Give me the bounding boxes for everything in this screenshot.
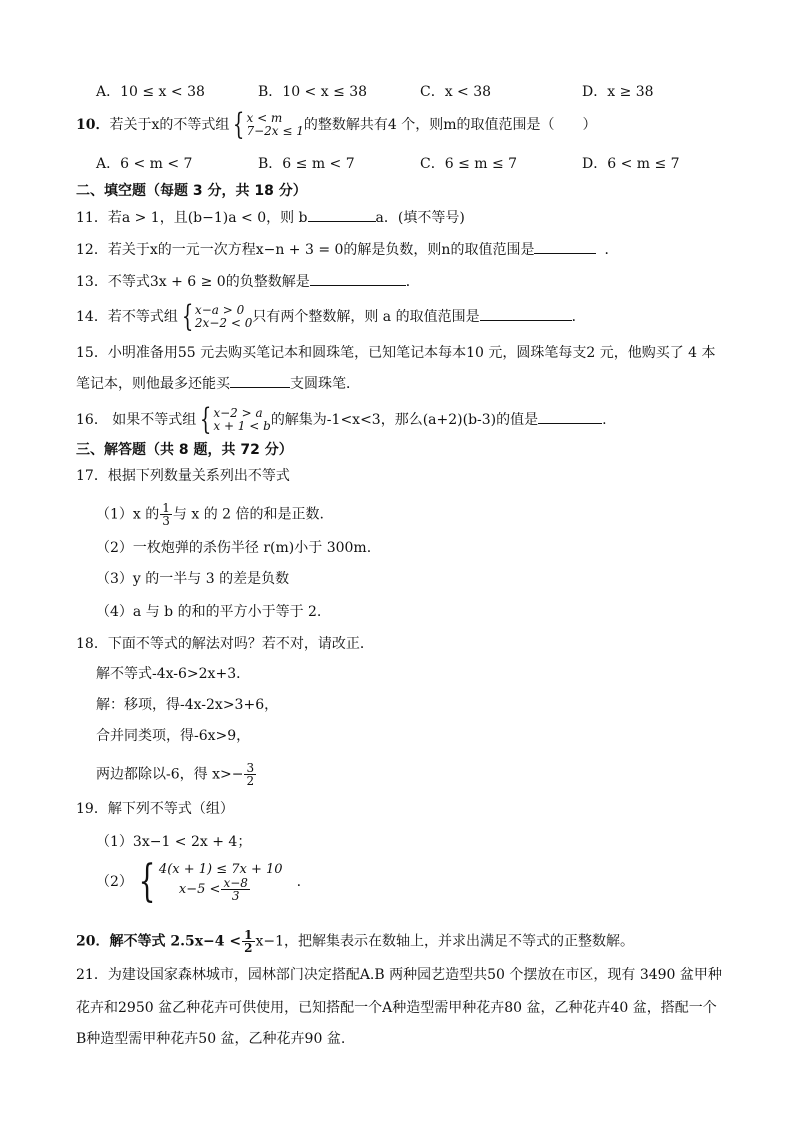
q9-option-b: B．10 < x ≤ 38 [258, 84, 368, 100]
q16-brace: { [200, 402, 212, 437]
q10-stem-post: 的整数解共有4 个，则m的取值范围是（ ） [303, 117, 597, 133]
q16-system [213, 407, 270, 433]
q20-stem-pre: 20．解不等式 2.5x−4 < [76, 933, 242, 950]
q19-p2-system-line1: 4(x + 1) ≤ 7x + 10 [158, 862, 283, 877]
q12-stem-pre: 12．若关于x的一元一次方程x−n + 3 = 0的解是负数，则n的取值范围是 [76, 242, 535, 258]
q19-part-1: （1）3x−1 < 2x + 4； [96, 834, 252, 850]
q19-p2-fraction [221, 877, 249, 902]
section-2-heading: 二、填空题（每题 3 分，共 18 分） [76, 183, 307, 199]
q10-stem-pre: 若关于x的不等式组 [109, 117, 230, 133]
q10-number: 10． [76, 117, 110, 133]
q18-l4-fraction-numerator: 3 [246, 761, 255, 775]
q14-stem-post: ． [571, 309, 586, 325]
q14-system-line1: x−a > 0 [194, 303, 245, 317]
section-3-heading: 三、解答题（共 8 题，共 72 分） [76, 442, 293, 458]
q15-stem-post: 支圆珠笔． [290, 376, 360, 392]
q13-stem-post: ． [405, 274, 420, 290]
q12-stem-post: ． [604, 242, 619, 258]
q11-blank[interactable] [308, 207, 376, 222]
q16-blank[interactable] [538, 409, 602, 424]
q16-system-line2: x + 1 < b [213, 419, 271, 433]
q10-option-a: A．6 < m < 7 [96, 156, 193, 172]
question-15-line1: 15．小明准备用55 元去购买笔记本和圆珠笔，已知笔记本每本10 元，圆珠笔每支2 元，他购买了 4 本 [76, 345, 716, 361]
question-13 [76, 271, 420, 291]
q10-option-d: D．6 < m ≤ 7 [582, 156, 680, 172]
q19-p2-system [159, 862, 283, 902]
q16-system-line1: x−2 > a [213, 406, 263, 420]
q21-line-1: 21．为建设国家森林城市，园林部门决定搭配A.B 两种园艺造型共50 个摆放在市区，现有 3490 盆甲种 [76, 967, 722, 983]
q17-p1-fraction [160, 502, 172, 527]
q19-p2-label: （2） [96, 874, 133, 890]
q9-option-d: D．x ≥ 38 [582, 84, 654, 100]
question-12 [76, 239, 618, 259]
q16-stem-post: . [602, 412, 607, 428]
q18-line-4 [96, 762, 257, 787]
q17-part-3: （3）y 的一半与 3 的差是负数 [96, 571, 290, 587]
question-11 [76, 207, 465, 227]
q16-stem-pre: 16． 如果不等式组 [76, 412, 197, 428]
q10-brace: { [233, 107, 245, 142]
q17-p1-fraction-numerator: 1 [162, 501, 170, 515]
q12-blank[interactable] [534, 239, 596, 254]
q16-stem-mid: 的解集为-1<x<3，那么(a+2)(b-3)的值是 [270, 412, 539, 428]
q19-p2-brace: { [138, 856, 156, 907]
q19-p2-fraction-denominator: 3 [231, 889, 240, 903]
q19-p2-line2-pre: x−5 < [178, 882, 221, 897]
q15-blank[interactable] [230, 373, 290, 388]
q14-blank[interactable] [480, 306, 572, 321]
q14-brace: { [181, 299, 194, 334]
question-14 [76, 299, 586, 334]
q18-l4-fraction-denominator: 2 [246, 774, 255, 788]
q21-line-2: 花卉和2950 盆乙种花卉可供使用，已知搭配一个A种造型需甲种花卉80 盆，乙种花卉40 盆，搭配一个 [76, 1000, 717, 1016]
q18-l4-fraction [244, 762, 256, 787]
q10-system [246, 112, 303, 138]
q18-line-3: 合并同类项，得-6x>9， [96, 728, 251, 744]
q18-line-1: 解不等式-4x-6>2x+3． [96, 666, 251, 682]
q21-line-3: B种造型需甲种花卉50 盆，乙种花卉90 盆. [76, 1031, 346, 1047]
q17-p1-post: 与 x 的 2 倍的和是正数. [172, 506, 324, 523]
q14-system [195, 304, 252, 330]
q19-title: 19．解下列不等式（组） [76, 801, 234, 817]
q19-part-2 [96, 856, 302, 907]
question-20 [76, 929, 634, 954]
q20-fraction [242, 929, 254, 954]
q20-fraction-denominator: 2 [244, 941, 253, 955]
q17-part-1 [96, 502, 324, 527]
q11-stem-pre: 11．若a > 1，且(b−1)a < 0，则 b [76, 210, 308, 226]
q17-title: 17．根据下列数量关系列出不等式 [76, 468, 290, 484]
q18-title: 18．下面不等式的解法对吗？若不对，请改正． [76, 636, 374, 652]
q18-l4-pre: 两边都除以-6，得 x>− [96, 766, 244, 783]
q13-stem-pre: 13．不等式3x + 6 ≥ 0的负整数解是 [76, 274, 310, 290]
q14-system-line2: 2x−2 < 0 [194, 316, 253, 330]
q10-option-b: B．6 ≤ m < 7 [258, 156, 355, 172]
question-16 [76, 402, 607, 437]
q20-stem-post: x−1，把解集表示在数轴上，并求出满足不等式的正整数解。 [255, 933, 635, 950]
q19-p2-system-line2 [159, 877, 283, 902]
q11-stem-post: a．(填不等号) [375, 210, 465, 226]
q15-stem-pre: 笔记本，则他最多还能买 [76, 376, 230, 392]
q19-p2-fraction-numerator: x−8 [223, 876, 248, 890]
q18-line-2: 解：移项，得-4x-2x>3+6， [96, 697, 279, 713]
q10-system-line2: 7−2x ≤ 1 [246, 124, 304, 138]
q10-option-c: C．6 ≤ m ≤ 7 [420, 156, 518, 172]
q17-part-4: （4）a 与 b 的和的平方小于等于 2. [96, 604, 322, 620]
q10-system-line1: x < m [246, 111, 283, 125]
q17-p1-pre: （1）x 的 [96, 506, 160, 523]
question-15-line2 [76, 373, 360, 393]
q20-fraction-numerator: 1 [244, 928, 253, 942]
q14-stem-mid: 只有两个整数解，则 a 的取值范围是 [252, 309, 480, 325]
q17-p1-fraction-denominator: 3 [162, 514, 170, 528]
q9-option-a: A．10 ≤ x < 38 [96, 84, 205, 100]
q13-blank[interactable] [310, 271, 406, 286]
q17-part-2: （2）一枚炮弹的杀伤半径 r(m)小于 300m. [96, 540, 372, 556]
q19-p2-end: . [296, 874, 302, 890]
question-10 [76, 107, 597, 142]
q14-stem-pre: 14．若不等式组 [76, 309, 178, 325]
q9-option-c: C．x < 38 [420, 84, 492, 100]
